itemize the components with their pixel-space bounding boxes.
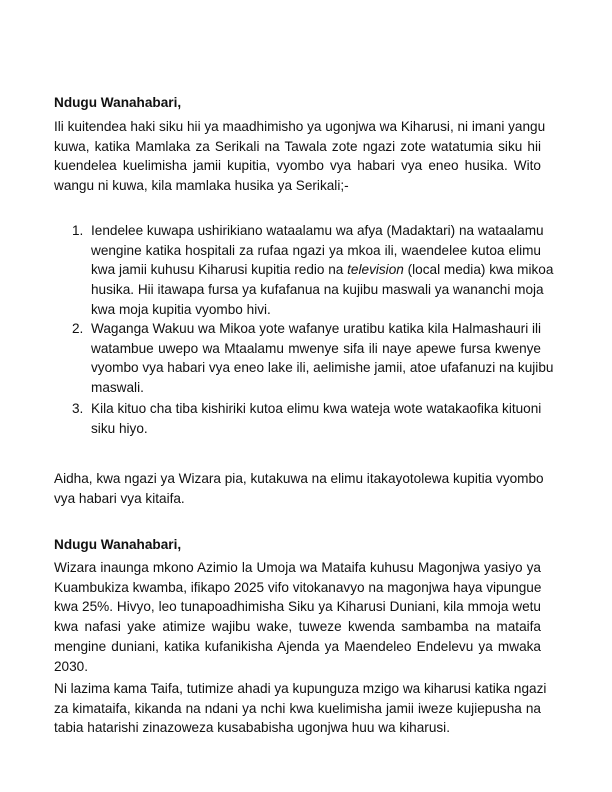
paragraph-wizara	[54, 558, 541, 676]
text-line: kwa 25%. Hivyo, leo tunapoadhimisha Siku ya Kiharusi Duniani, kila mmoja wetu	[54, 599, 541, 615]
list-number: 2.	[72, 321, 84, 336]
text-line: kwa nafasi yake atimize wajibu wake, tuweze kwenda sambamba na mataifa	[54, 619, 541, 635]
paragraph-aidha	[54, 469, 544, 508]
text-line: 2030.	[54, 658, 89, 674]
heading-ndugu-wanahabari-2: Ndugu Wanahabari,	[54, 537, 182, 552]
list-item-1	[72, 221, 554, 320]
text-segment: kwa jamii kuhusu Kiharusi kupitia redio na	[91, 262, 348, 278]
text-line: vyombo vya habari vya eneo lake ili, aelimishe jamii, atoe ufafanuzi na kujibu	[91, 360, 554, 376]
list-item-2	[72, 319, 554, 398]
text-line: kuendelea kuelimisha jamii kupitia, vyombo vya habari vya eneo husika. Wito	[54, 158, 541, 174]
heading-ndugu-wanahabari-1: Ndugu Wanahabari,	[54, 95, 182, 110]
text-line: Iendelee kuwapa ushirikiano wataalamu wa afya (Madaktari) na wataalamu	[91, 223, 544, 238]
text-line: Ni lazima kama Taifa, tutimize ahadi ya kupunguza mzigo wa kiharusi katika ngazi	[54, 681, 547, 696]
text-line: vya habari vya kitaifa.	[54, 490, 185, 506]
text-line: tabia hatarishi zinazoweza kusababisha ugonjwa huu wa kiharusi.	[54, 720, 450, 736]
text-line: Kila kituo cha tiba kishiriki kutoa elimu kwa wateja wote watakaofika kituoni	[91, 401, 542, 416]
text-line: wengine katika hospitali za rufaa ngazi ya mkoa ili, waendelee kutoa elimu	[91, 242, 541, 258]
text-line: mengine duniani, katika kufanikisha Ajenda ya Maendeleo Endelevu ya mwaka	[54, 638, 541, 654]
text-segment: (local media) kwa mikoa	[403, 262, 554, 278]
list-item-3	[72, 399, 542, 438]
text-line: husika. Hii itawapa fursa ya kufafanua na kujibu maswali ya wananchi moja	[91, 282, 544, 298]
text-line: kuwa, katika Mamlaka za Serikali na Tawala zote ngazi zote watatumia siku hii	[54, 138, 541, 154]
text-line: Waganga Wakuu wa Mikoa yote wafanye uratibu katika kila Halmashauri ili	[91, 321, 542, 336]
paragraph-ni-lazima	[54, 679, 547, 738]
italic-text: television	[347, 262, 404, 278]
list-number: 3.	[72, 401, 84, 416]
text-line: Kuambukiza kwamba, ifikapo 2025 vifo vitokanavyo na magonjwa haya vipungue	[54, 579, 542, 595]
text-line: watambue uwepo wa Mtaalamu mwenye sifa ili naye apewe fursa kwenye	[91, 340, 541, 356]
text-line: Ili kuitendea haki siku hii ya maadhimisho ya ugonjwa wa Kiharusi, ni imani yangu	[54, 119, 546, 134]
text-line: kwa moja kupitia vyombo hivi.	[91, 301, 271, 317]
list-number: 1.	[72, 223, 84, 238]
text-line: Aidha, kwa ngazi ya Wizara pia, kutakuwa na elimu itakayotolewa kupitia vyombo	[54, 471, 544, 486]
paragraph-intro	[54, 117, 546, 196]
text-line: maswali.	[91, 380, 144, 396]
text-line: za kimataifa, kikanda na ndani ya nchi kwa kuelimisha jamii iweze kujiepusha na	[54, 700, 541, 716]
text-line: wangu ni kuwa, kila mamlaka husika ya Serikali;-	[54, 178, 349, 194]
text-line	[91, 260, 554, 280]
text-line: siku hiyo.	[91, 420, 148, 436]
text-line: Wizara inaunga mkono Azimio la Umoja wa Mataifa kuhusu Magonjwa yasiyo ya	[54, 560, 541, 575]
